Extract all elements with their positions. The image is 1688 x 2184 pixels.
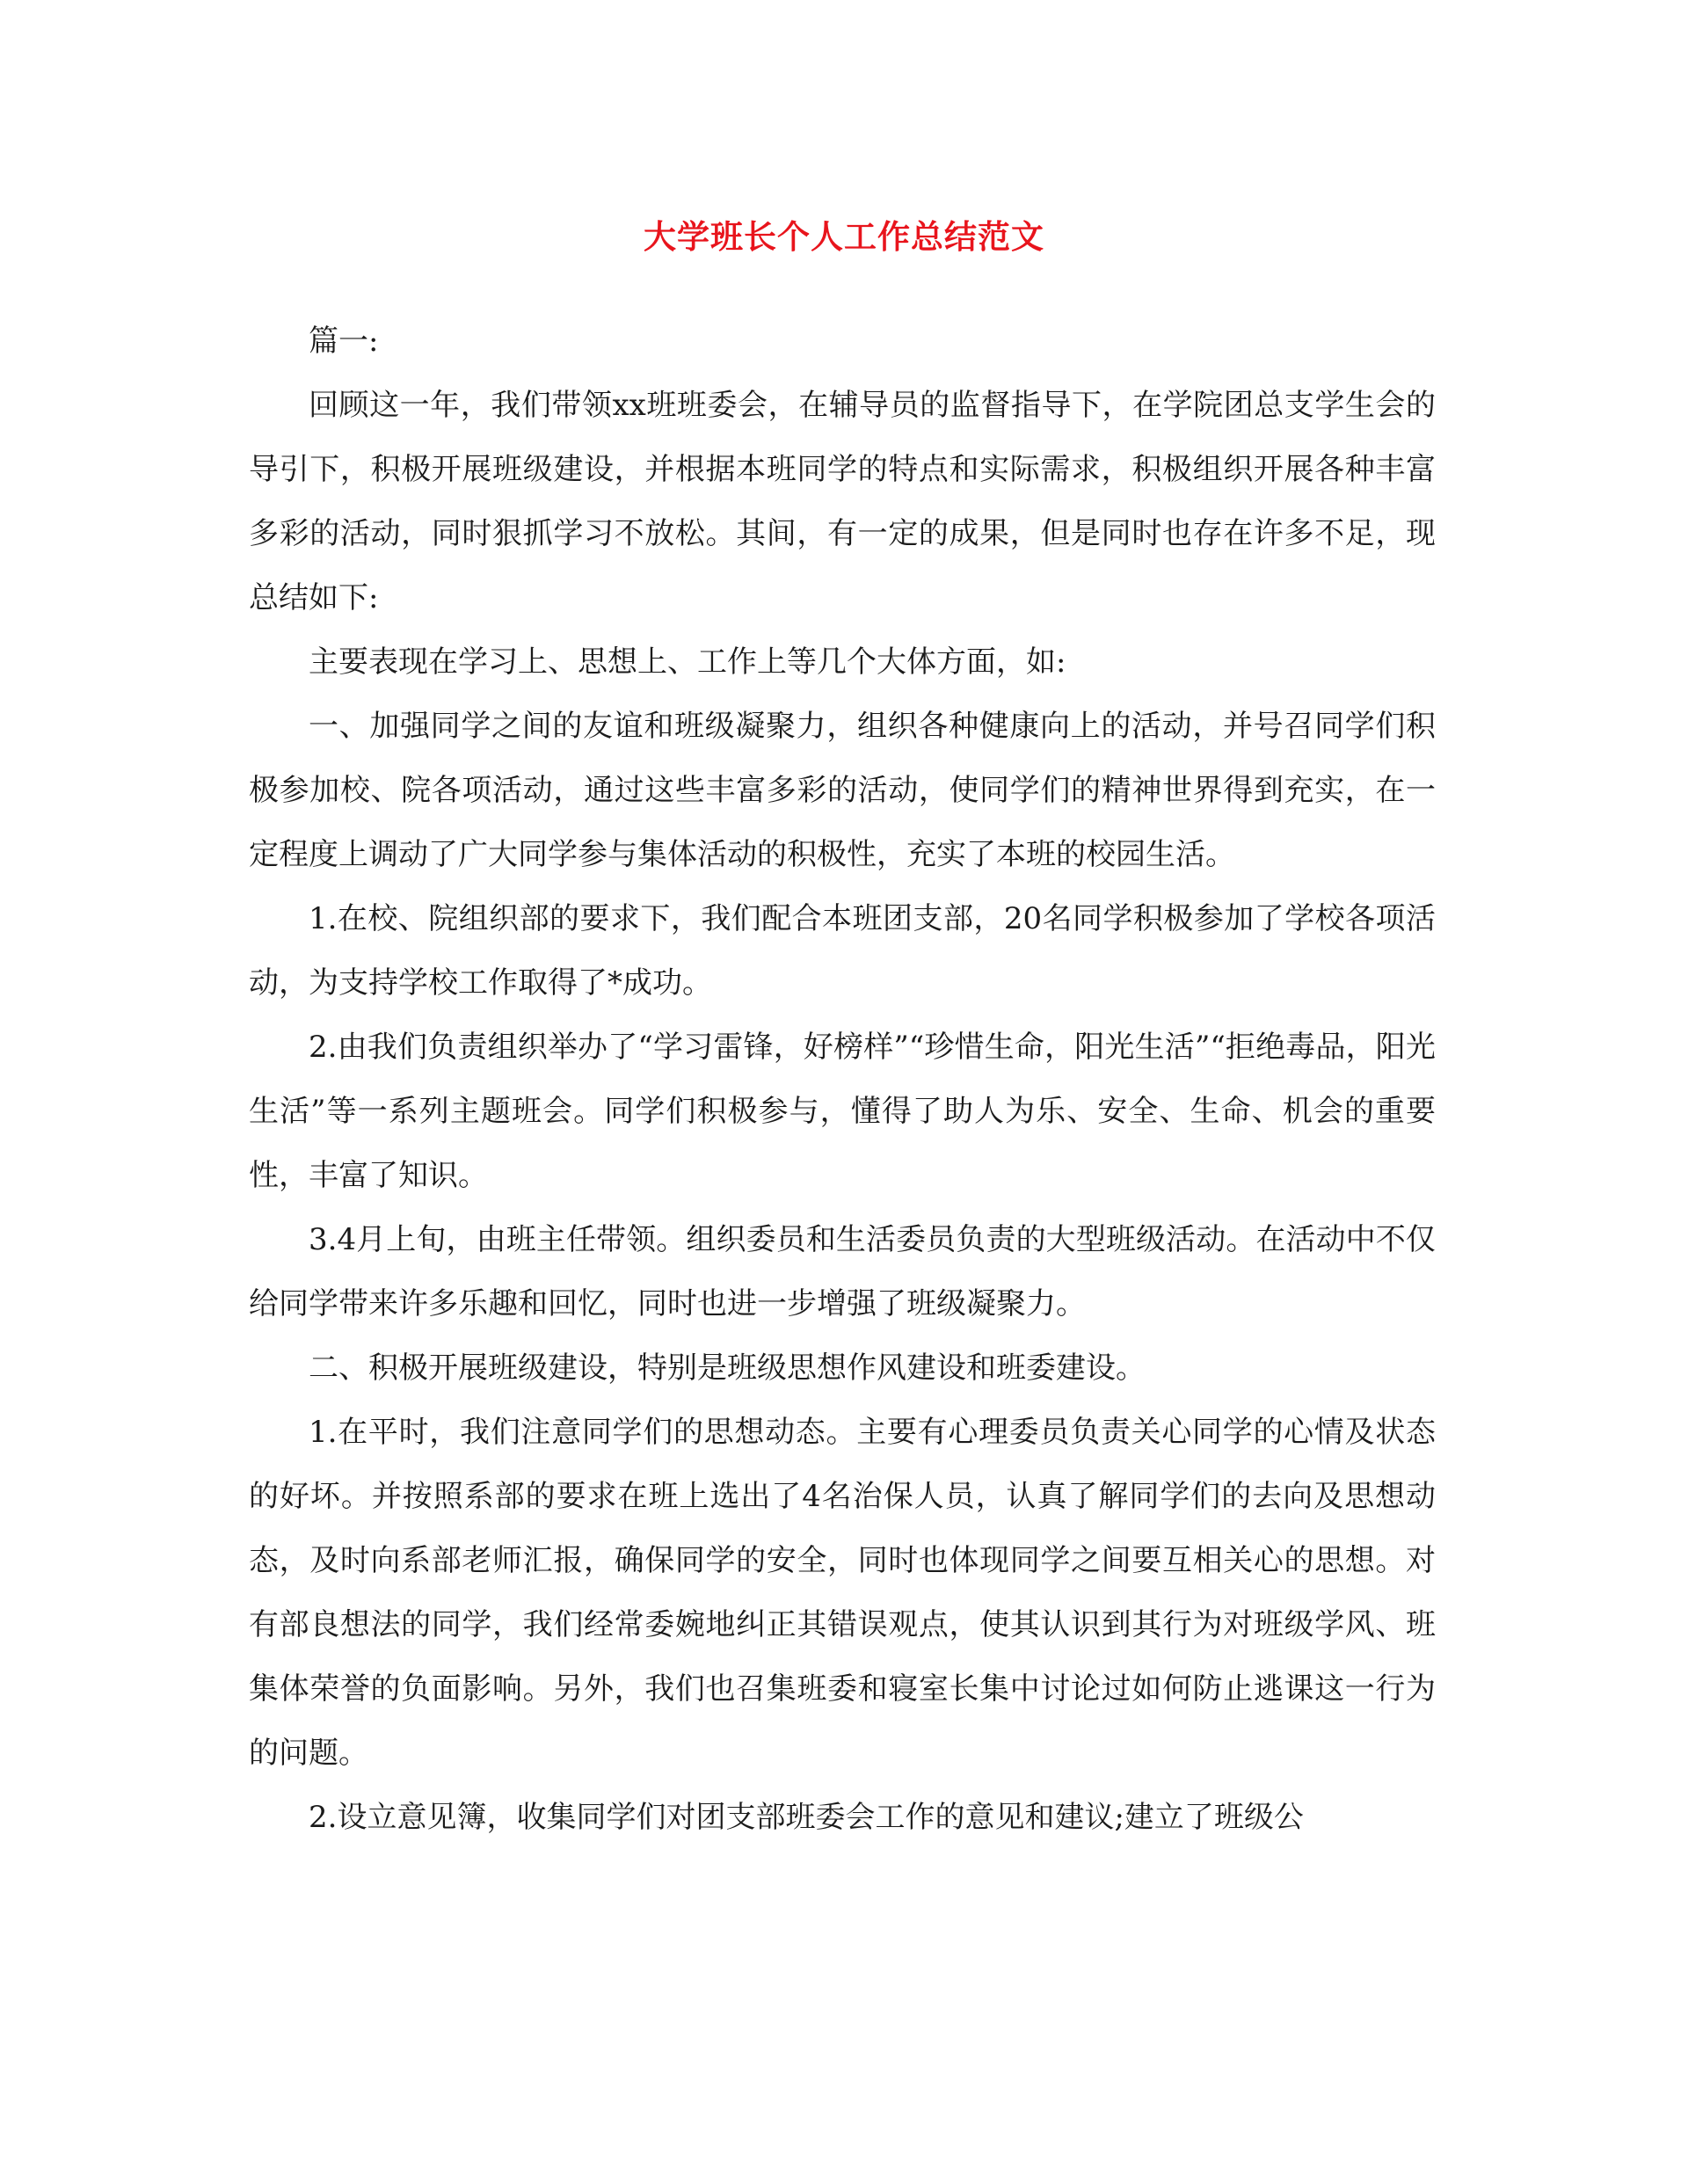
paragraph: 2.由我们负责组织举办了“学习雷锋，好榜样”“珍惜生命，阳光生活”“拒绝毒品，阳光生活”等一系列主题班会。同学们积极参与，懂得了助人为乐、安全、生命、机会的重要性，丰富了知识。 [249,1030,1436,1193]
paragraph: 二、积极开展班级建设，特别是班级思想作风建设和班委建设。 [309,1350,1146,1386]
paragraph: 1.在校、院组织部的要求下，我们配合本班团支部，20名同学积极参加了学校各项活动，为支持学校工作取得了*成功。 [249,901,1436,1001]
paragraph: 3.4月上旬，由班主任带领。组织委员和生活委员负责的大型班级活动。在活动中不仅给同学带来许多乐趣和回忆，同时也进一步增强了班级凝聚力。 [249,1222,1436,1321]
paragraph: 1.在平时，我们注意同学们的思想动态。主要有心理委员负责关心同学的心情及状态的好坏。并按照系部的要求在班上选出了4名治保人员，认真了解同学们的去向及思想动态，及时向系部老师汇报，确保同学的安全，同时也体现同学之间要互相关心的思想。对有部良想法的同学，我们经常委婉地纠正其错误观点，使其认识到其行为对班级学风、班集体荣誉的负面影响。另外，我们也召集班委和寝室长集中讨论过如何防止逃课这一行为的问题。 [249,1415,1436,1771]
document-title: 大学班长个人工作总结范文 [644,217,1044,256]
paragraph: 回顾这一年，我们带领xx班班委会，在辅导员的监督指导下，在学院团总支学生会的导引下，积极开展班级建设，并根据本班同学的特点和实际需求，积极组织开展各种丰富多彩的活动，同时狠抓学习不放松。其间，有一定的成果，但是同时也存在许多不足，现总结如下: [249,388,1436,615]
document-body [249,309,1436,1850]
paragraph: 主要表现在学习上、思想上、工作上等几个大体方面，如: [309,644,1066,680]
paragraph: 2.设立意见簿，收集同学们对团支部班委会工作的意见和建议;建立了班级公 [309,1800,1304,1835]
paragraph-heading: 篇一: [309,324,379,359]
paragraph: 一、加强同学之间的友谊和班级凝聚力，组织各种健康向上的活动，并号召同学们积极参加校、院各项活动，通过这些丰富多彩的活动，使同学们的精神世界得到充实，在一定程度上调动了广大同学参与集体活动的积极性，充实了本班的校园生活。 [249,709,1436,872]
